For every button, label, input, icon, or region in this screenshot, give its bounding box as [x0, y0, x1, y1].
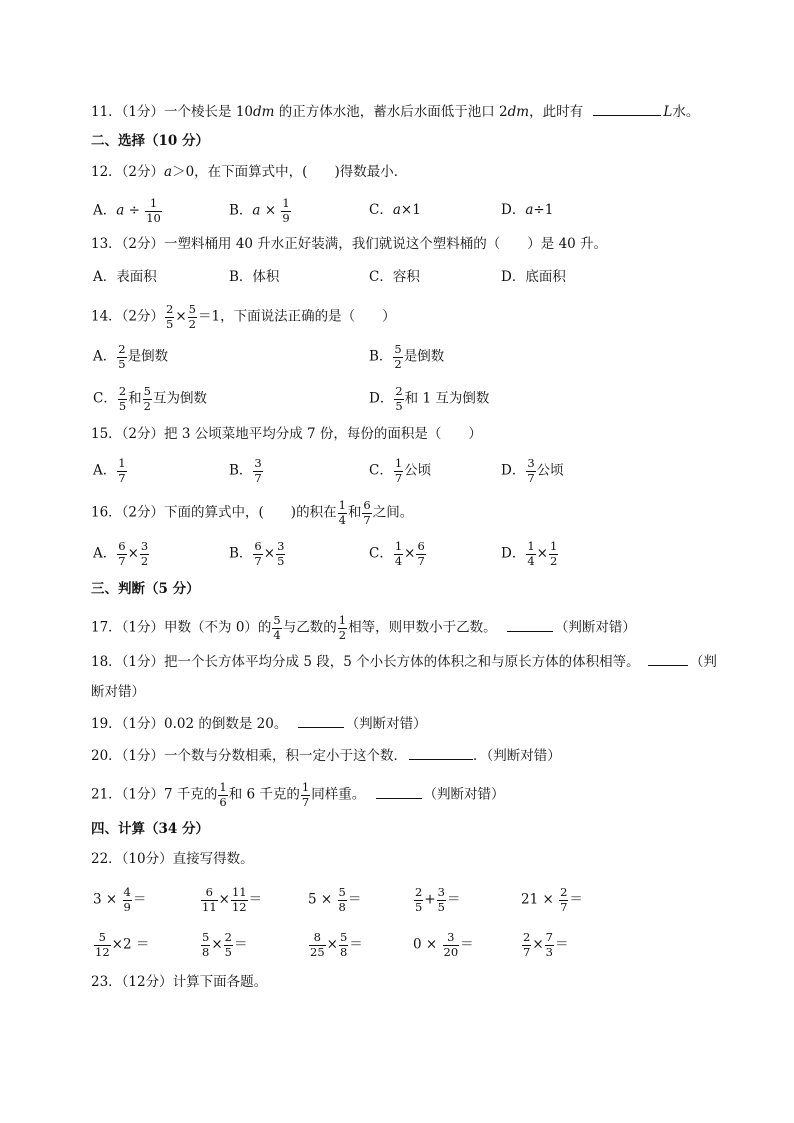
question-16: 16．（2分）下面的算式中，( )的积在 $\frac{1}{4}$ 和 $\frac{6}{7}$ 之间。: [91, 498, 414, 527]
fraction: $\frac{6}{11}$: [202, 885, 217, 914]
option-b[interactable]: B．a × $\frac{1}{9}$: [229, 196, 290, 225]
fraction: $\frac{5}{2}$: [394, 342, 402, 371]
fraction: $\frac{2}{5}$: [118, 384, 127, 413]
calc-item: $\frac{5}{8}$ × $\frac{2}{5}$ ＝: [202, 930, 248, 959]
fraction: $\frac{3}{5}$: [277, 539, 285, 568]
option-d[interactable]: D． $\frac{2}{5}$ 和 1 互为倒数: [369, 384, 490, 413]
fraction: $\frac{2}{5}$: [118, 342, 126, 371]
question-19: 19．（1分）0.02 的倒数是 20。 （判断对错）: [91, 713, 427, 734]
option-a[interactable]: A．表面积: [93, 269, 157, 285]
fraction: $\frac{1}{9}$: [282, 196, 290, 225]
fraction: $\frac{6}{7}$: [254, 539, 262, 568]
option-a[interactable]: A． $\frac{2}{5}$ 是倒数: [93, 342, 169, 371]
question-22: 22．（10分）直接写得数。: [91, 851, 254, 867]
fraction: $\frac{1}{2}$: [338, 613, 347, 642]
fraction: $\frac{6}{7}$: [118, 539, 126, 568]
question-13: 13．（2分）一塑料桶用 40 升水正好装满，我们就说这个塑料桶的（ ）是 40 升。: [91, 236, 608, 252]
fraction: $\frac{3}{7}$: [527, 456, 535, 485]
calc-item: $\frac{8}{25}$ × $\frac{5}{8}$ ＝: [310, 930, 363, 959]
option-b[interactable]: B． $\frac{5}{2}$ 是倒数: [369, 342, 445, 371]
fraction: $\frac{6}{7}$: [417, 539, 425, 568]
option-d[interactable]: D． $\frac{3}{7}$ 公顷: [501, 456, 564, 485]
fraction: $\frac{5}{8}$: [202, 930, 210, 959]
option-a[interactable]: A． $\frac{6}{7}$ × $\frac{3}{2}$: [93, 539, 149, 568]
calc-item: $\frac{2}{7}$ × $\frac{7}{3}$ ＝: [523, 930, 569, 959]
option-c[interactable]: C． $\frac{1}{4}$ × $\frac{6}{7}$: [369, 539, 425, 568]
fraction: $\frac{2}{7}$: [523, 930, 531, 959]
answer-blank[interactable]: [593, 101, 661, 116]
option-a[interactable]: A． $\frac{1}{7}$: [93, 456, 126, 485]
fraction: $\frac{1}{4}$: [338, 498, 346, 527]
calc-item: 3 × $\frac{4}{9}$ ＝: [93, 885, 147, 914]
answer-blank[interactable]: [376, 784, 422, 799]
fraction: $\frac{5}{4}$: [273, 613, 281, 642]
fraction: $\frac{2}{5}$: [395, 384, 403, 413]
fraction: $\frac{2}{5}$: [415, 885, 423, 914]
question-20: 20．（1分）一个数与分数相乘，积一定小于这个数． ．（判断对错）: [91, 745, 561, 766]
fraction: $\frac{3}{5}$: [437, 885, 445, 914]
fraction: $\frac{6}{7}$: [363, 498, 371, 527]
fraction: $\frac{5}{12}$: [95, 930, 110, 959]
question-21: 21．（1分）7 千克的 $\frac{1}{6}$ 和 6 千克的 $\frac{1}{7}$ 同样重。 （判断对错）: [91, 780, 505, 809]
question-11: 11．（1分）一个棱长是 10dm 的正方体水池，蓄水后水面低于池口 2dm，此时有 L水。: [91, 101, 699, 122]
section-heading: 二、选择（10 分）: [91, 133, 209, 149]
question-12: 12．（2分）a＞0，在下面算式中，( )得数最小．: [91, 164, 408, 180]
option-b[interactable]: B． $\frac{3}{7}$: [229, 456, 262, 485]
fraction: $\frac{1}{10}$: [146, 196, 161, 225]
section-heading: 四、计算（34 分）: [91, 821, 209, 837]
fraction: $\frac{5}{8}$: [338, 885, 346, 914]
fraction: $\frac{2}{5}$: [166, 302, 174, 331]
fraction: $\frac{2}{7}$: [560, 885, 568, 914]
calc-item: $\frac{2}{5}$ + $\frac{3}{5}$ ＝: [415, 885, 461, 914]
section-heading: 三、判断（5 分）: [91, 581, 200, 597]
answer-blank[interactable]: [648, 651, 688, 666]
option-c[interactable]: C． $\frac{2}{5}$ 和 $\frac{5}{2}$ 互为倒数: [93, 384, 207, 413]
calc-item: 5 × $\frac{5}{8}$ ＝: [308, 885, 362, 914]
fraction: $\frac{3}{2}$: [140, 539, 149, 568]
calc-item: 21 × $\frac{2}{7}$ ＝: [521, 885, 583, 914]
fraction: $\frac{4}{9}$: [123, 885, 131, 914]
fraction: $\frac{5}{8}$: [339, 930, 348, 959]
fraction: $\frac{1}{6}$: [219, 780, 227, 809]
option-a[interactable]: A．a ÷ $\frac{1}{10}$: [93, 196, 161, 225]
question-18-continued: 断对错）: [91, 684, 145, 700]
question-15: 15．（2分）把 3 公顷菜地平均分成 7 份，每份的面积是（ ）: [91, 426, 482, 442]
fraction: $\frac{1}{7}$: [394, 456, 403, 485]
option-c[interactable]: C． $\frac{1}{7}$ 公顷: [369, 456, 432, 485]
calc-item: $\frac{6}{11}$ × $\frac{11}{12}$ ＝: [202, 885, 263, 914]
question-18: 18．（1分）把一个长方体平均分成 5 段，5 个小长方体的体积之和与原长方体的体积相等。 （判: [91, 651, 717, 672]
fraction: $\frac{11}{12}$: [231, 885, 247, 914]
option-d[interactable]: D．a÷1: [501, 202, 554, 218]
option-d[interactable]: D．底面积: [501, 269, 566, 285]
fraction: $\frac{5}{2}$: [188, 302, 196, 331]
calc-item: $\frac{5}{12}$ ×2 ＝: [95, 930, 150, 959]
option-b[interactable]: B． $\frac{6}{7}$ × $\frac{3}{5}$: [229, 539, 285, 568]
question-14: 14．（2分） $\frac{2}{5}$ × $\frac{5}{2}$ ＝1，下面说法正确的是（ ）: [91, 302, 396, 331]
fraction: $\frac{1}{2}$: [549, 539, 558, 568]
question-23: 23．（12分）计算下面各题。: [91, 974, 268, 990]
fraction: $\frac{1}{7}$: [118, 456, 126, 485]
fraction: $\frac{2}{5}$: [224, 930, 232, 959]
question-17: 17．（1分）甲数（不为 0）的 $\frac{5}{4}$ 与乙数的 $\frac{1}{2}$ 相等，则甲数小于乙数。 （判断对错）: [91, 613, 636, 642]
option-d[interactable]: D． $\frac{1}{4}$ × $\frac{1}{2}$: [501, 539, 558, 568]
fraction: $\frac{3}{7}$: [254, 456, 262, 485]
fraction: $\frac{1}{4}$: [527, 539, 535, 568]
option-c[interactable]: C．容积: [369, 269, 420, 285]
fraction: $\frac{1}{7}$: [301, 780, 310, 809]
option-c[interactable]: C．a×1: [369, 202, 421, 218]
answer-blank[interactable]: [507, 617, 553, 632]
calc-item: 0 × $\frac{3}{20}$ ＝: [413, 930, 474, 959]
fraction: $\frac{5}{2}$: [143, 384, 151, 413]
answer-blank[interactable]: [298, 713, 344, 728]
fraction: $\frac{3}{20}$: [443, 930, 459, 959]
answer-blank[interactable]: [409, 745, 473, 760]
fraction: $\frac{8}{25}$: [310, 930, 325, 959]
fraction: $\frac{7}{3}$: [545, 930, 553, 959]
option-b[interactable]: B．体积: [229, 269, 280, 285]
fraction: $\frac{1}{4}$: [394, 539, 403, 568]
